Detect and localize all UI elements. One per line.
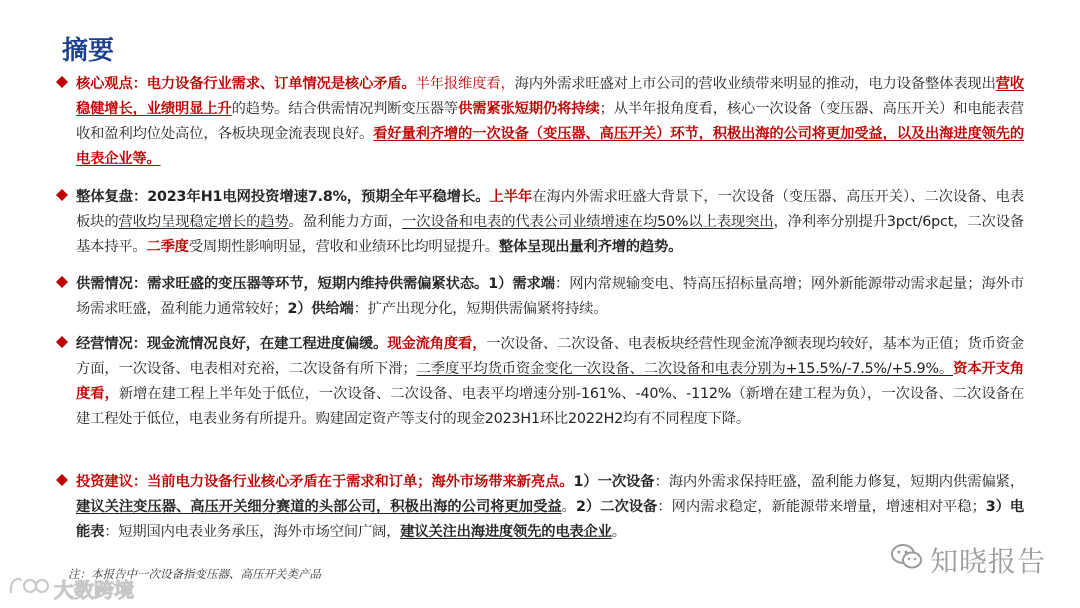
text-segment: ：扩产出现分化，短期供需偏紧将持续。	[353, 301, 608, 317]
watermark-right-text: 知晓报告	[930, 545, 1047, 578]
text-segment: ：网内需求稳定，新能源带来增量，增速相对平稳；	[657, 499, 986, 515]
wechat-icon	[890, 542, 924, 579]
summary-supply-demand	[56, 272, 1024, 322]
diamond-bullet-icon	[56, 276, 68, 288]
overall-review-text	[76, 185, 1024, 260]
text-segment: 供需情况：需求旺盛的变压器等环节，短期内维持供需偏紧状态。1）需求端	[76, 276, 555, 292]
operations-text	[76, 332, 1024, 432]
text-segment: 二季度平均货币资金变化一次设备、二次设备和电表分别为+15.5%/-7.5%/+5.9%。	[416, 361, 954, 377]
summary-overall-review	[56, 185, 1024, 260]
text-segment: 投资建议：当前电力设备行业核心矛盾在于需求和订单；海外市场带来新亮点。	[76, 474, 574, 490]
footnote: 注：本报告中一次设备指变压器、高压开关类产品	[68, 567, 321, 581]
investment-advice-text	[76, 470, 1024, 545]
text-segment: 的趋势。结合供需情况判断变压器等	[231, 101, 459, 117]
watermark-left-text: 大数跨境	[54, 578, 134, 602]
text-segment: 上半年	[489, 189, 533, 205]
core-view-text	[76, 72, 1024, 172]
text-segment: 整体复盘：2023年H1电网投资增速7.8%，预期全年平稳增长。	[76, 189, 490, 205]
text-segment: 建议关注出海进度领先的电表企业	[400, 524, 612, 540]
page-title: 摘要	[62, 36, 115, 66]
text-segment: 。	[561, 499, 576, 515]
diamond-bullet-icon	[56, 336, 68, 348]
text-segment: 3）电能表	[76, 499, 1025, 540]
text-segment: 。盈利能力方面，	[288, 214, 403, 230]
text-segment: 看好量利齐增的一次设备（变压器、高压开关）环节，积极出海的公司将更加受益，以及出海进度领先的电表企业等。	[76, 126, 1024, 167]
text-segment: 1）一次设备	[573, 474, 655, 490]
text-segment: 受周期性影响明显，营收和业绩环比均明显提升。	[188, 239, 499, 255]
diamond-bullet-icon	[56, 189, 68, 201]
text-segment: 一次设备和电表的代表公司业绩增速在均50%以上表现突出	[402, 214, 774, 230]
summary-operations	[56, 332, 1024, 432]
text-segment: 营收稳健增长，业绩明显上升	[76, 76, 1024, 117]
text-segment: ：网内常规输变电、特高压招标量高增；网外新能源带动需求起量；海外市场需求旺盛，盈利能力通常较好；	[76, 276, 1024, 317]
summary-investment-advice	[56, 470, 1024, 545]
text-segment: 核心观点：	[76, 76, 147, 92]
text-segment: ，净利率分别提升3pct/6pct，二次设备基本持平。	[76, 214, 1024, 255]
text-segment: 建议关注变压器、高压开关细分赛道的头部公司，积极出海的公司将更加受益	[76, 499, 562, 515]
text-segment: 一次设备、二次设备、电表板块经营性现金流净额表现均较好，基本为正值；货币资金方面，一次设备、电表相对充裕，二次设备有所下滑；	[76, 336, 1024, 377]
watermark-dashu	[8, 574, 134, 603]
text-segment: 半年报维度看，	[415, 76, 515, 92]
diamond-bullet-icon	[56, 474, 68, 486]
watermark-zhixiao	[890, 540, 1046, 580]
text-segment: 2）二次设备	[575, 499, 658, 515]
logo-icon	[8, 575, 50, 602]
text-segment: 经营情况：现金流情况良好，在建工程进度偏缓。	[76, 336, 388, 352]
text-segment: 资本开支角度看，	[76, 361, 1025, 402]
text-segment: 供需紧张短期仍将持续	[458, 101, 600, 117]
text-segment: 电力设备行业需求、订单情况是核心矛盾。	[146, 76, 416, 92]
summary-core-view	[56, 72, 1024, 172]
text-segment: 现金流角度看，	[387, 336, 487, 352]
text-segment: 海内外需求旺盛对上市公司的营收业绩带来明显的推动，电力设备整体表现出	[514, 76, 996, 92]
diamond-bullet-icon	[56, 76, 68, 88]
text-segment: 。	[611, 524, 626, 540]
text-segment: 整体呈现出量利齐增的趋势。	[498, 239, 683, 255]
supply-demand-text	[76, 272, 1024, 322]
text-segment: 在海内外需求旺盛大背景下，一次设备（变压器、高压开关）、二次设备、电表板块的	[76, 189, 1024, 230]
text-segment: ；从半年报角度看，核心一次设备（变压器、高压开关）和电能表营收和盈利均位处高位，各板块现金流表现良好。	[76, 101, 1024, 142]
text-segment: ：短期国内电表业务承压，海外市场空间广阔，	[104, 524, 401, 540]
text-segment: 2）供给端	[287, 301, 354, 317]
text-segment: 二季度	[146, 239, 189, 255]
text-segment: 新增在建工程上半年处于低位，一次设备、二次设备、电表平均增速分别-161%、-40%、-112%（新增在建工程为负），一次设备、二次设备在建工程处于低位，电表业务有所提升。购建固定资产等支付的现金2023H1环比2022H2均有不同程度下降。	[76, 386, 1024, 427]
text-segment: ：海内外需求保持旺盛，盈利能力修复，短期内供需偏紧，	[654, 474, 1024, 490]
text-segment: 营收均呈现稳定增长的趋势	[118, 214, 289, 230]
